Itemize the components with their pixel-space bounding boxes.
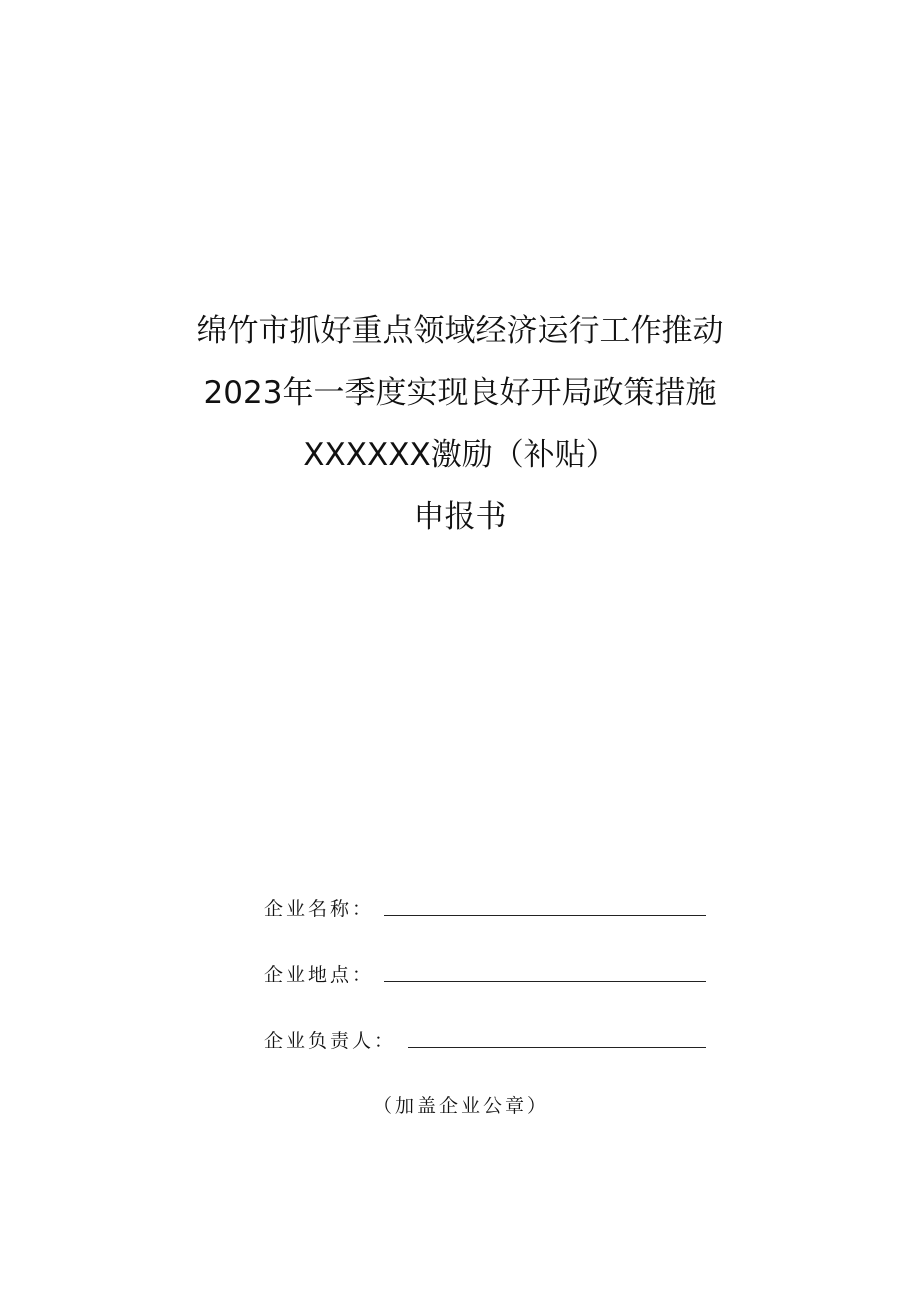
- document-title: [0, 300, 920, 548]
- title-line-4: 申报书: [413, 499, 507, 535]
- company-location-blank[interactable]: [384, 981, 706, 982]
- title-line-1: 绵竹市抓好重点领域经济运行工作推动: [196, 313, 724, 349]
- company-head-blank[interactable]: [408, 1047, 706, 1048]
- company-head-row: [264, 1025, 724, 1091]
- stamp-note: [0, 1090, 920, 1122]
- company-name-blank[interactable]: [384, 915, 706, 916]
- title-line-2: 2023年一季度实现良好开局政策措施: [203, 375, 717, 411]
- company-name-row: [264, 893, 724, 959]
- applicant-form: [264, 893, 724, 1091]
- stamp-note-text: （加盖企业公章）: [372, 1095, 549, 1117]
- company-location-row: [264, 959, 724, 1025]
- company-name-label: 企业名称：: [264, 898, 375, 920]
- title-line-3: XXXXXX激励（补贴）: [303, 437, 617, 473]
- company-location-label: 企业地点：: [264, 964, 375, 986]
- company-head-label: 企业负责人：: [264, 1030, 397, 1052]
